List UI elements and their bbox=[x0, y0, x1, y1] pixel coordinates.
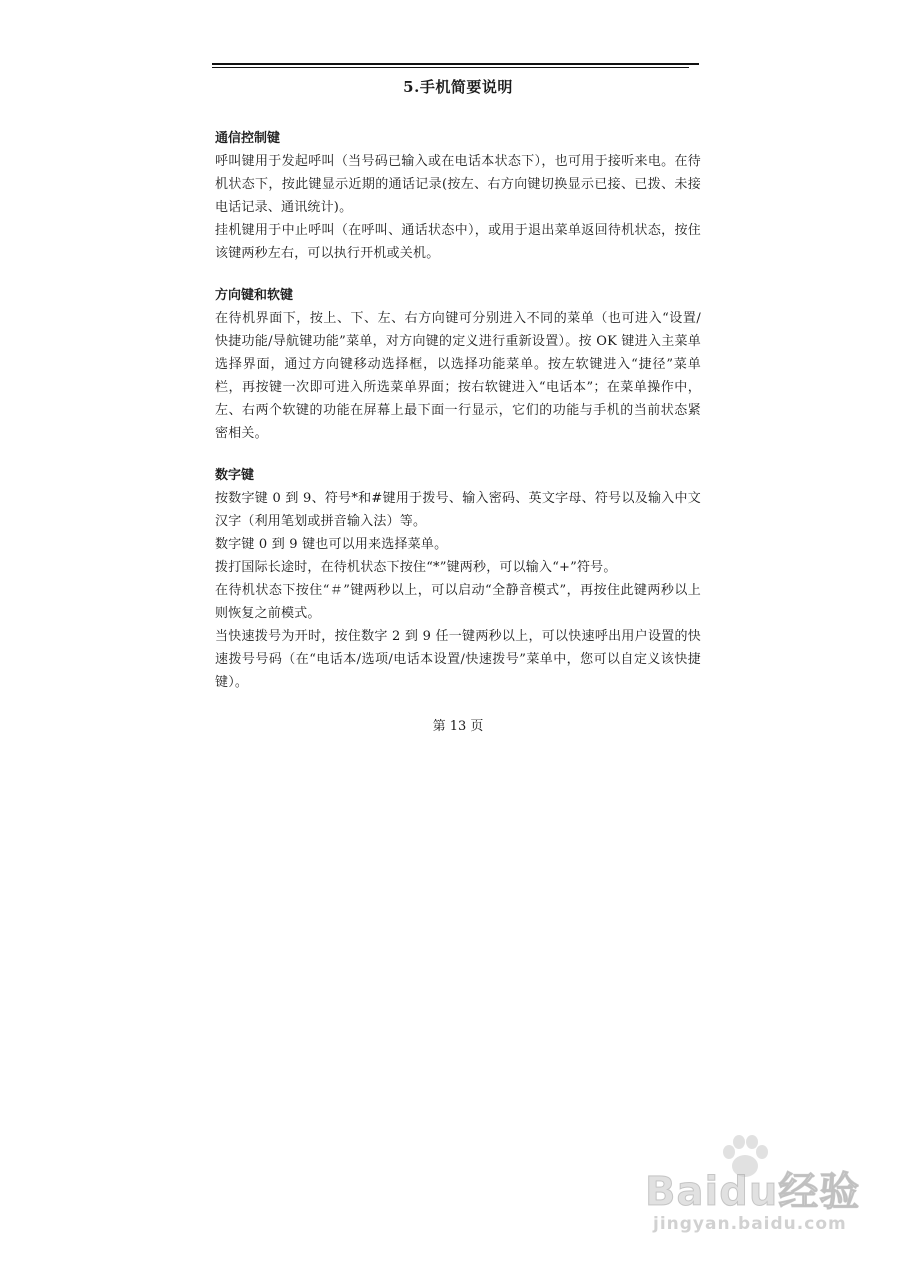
section-heading: 数字键 bbox=[215, 468, 255, 483]
header-rule bbox=[212, 63, 699, 65]
header-rule-thin bbox=[212, 67, 689, 68]
section-direction-soft-keys bbox=[215, 285, 701, 445]
section-number-keys bbox=[215, 465, 701, 694]
document-page bbox=[215, 76, 701, 738]
section-heading: 方向键和软键 bbox=[215, 288, 294, 303]
watermark-url: jingyan.baidu.com bbox=[653, 1214, 847, 1234]
watermark-logo: Baidu经验 bbox=[645, 1169, 861, 1215]
document-title: 5.手机简要说明 bbox=[403, 78, 513, 96]
paragraph: 当快速拨号为开时，按住数字 2 到 9 任一键两秒以上，可以快速呼出用户设置的快速拨号号码（在“电话本/选项/电话本设置/快速拨号”菜单中，您可以自定义该快捷键）。 bbox=[215, 629, 701, 690]
section-heading: 通信控制键 bbox=[215, 131, 281, 146]
baidu-watermark bbox=[645, 1132, 865, 1242]
paragraph: 在待机界面下，按上、下、左、右方向键可分别进入不同的菜单（也可进入“设置/快捷功能/导航键功能”菜单，对方向键的定义进行重新设置）。按 OK 键进入主菜单选择界面，通过方向键移动选择框，以选择功能菜单。按左软键进入“捷径”菜单栏，再按键一次即可进入所选菜单界面；按右软键进入“电话本”；在菜单操作中，左、右两个软键的功能在屏幕上最下面一行显示，它们的功能与手机的当前状态紧密相关。 bbox=[215, 311, 701, 441]
paragraph: 在待机状态下按住“＃”键两秒以上，可以启动“全静音模式”，再按住此键两秒以上则恢复之前模式。 bbox=[215, 583, 701, 621]
page-number: 第 13 页 bbox=[432, 719, 484, 734]
paragraph: 拨打国际长途时，在待机状态下按住“*”键两秒，可以输入“+”符号。 bbox=[215, 560, 617, 575]
paragraph: 挂机键用于中止呼叫（在呼叫、通话状态中），或用于退出菜单返回待机状态，按住该键两秒左右，可以执行开机或关机。 bbox=[215, 223, 701, 261]
paragraph: 呼叫键用于发起呼叫（当号码已输入或在电话本状态下），也可用于接听来电。在待机状态下，按此键显示近期的通话记录(按左、右方向键切换显示已接、已拨、未接电话记录、通讯统计)。 bbox=[215, 154, 701, 215]
paragraph: 按数字键 0 到 9、符号*和#键用于拨号、输入密码、英文字母、符号以及输入中文汉字（利用笔划或拼音输入法）等。 bbox=[215, 491, 701, 529]
section-communication-keys bbox=[215, 128, 701, 265]
paragraph: 数字键 0 到 9 键也可以用来选择菜单。 bbox=[215, 537, 448, 552]
